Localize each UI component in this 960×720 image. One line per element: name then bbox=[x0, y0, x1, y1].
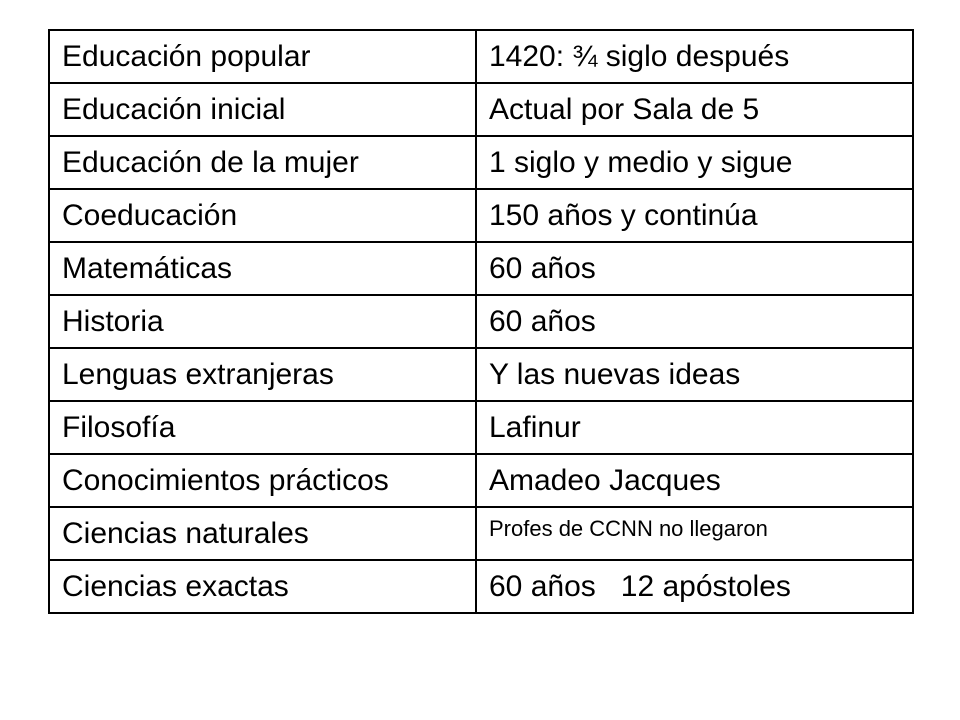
comment-cell: Amadeo Jacques bbox=[476, 454, 913, 507]
subject-cell: Ciencias naturales bbox=[49, 507, 476, 560]
subject-cell: Conocimientos prácticos bbox=[49, 454, 476, 507]
table-row bbox=[49, 560, 913, 613]
comment-cell: 60 años bbox=[476, 242, 913, 295]
subject-cell: Ciencias exactas bbox=[49, 560, 476, 613]
table-row bbox=[49, 295, 913, 348]
comment-cell: Profes de CCNN no llegaron bbox=[476, 507, 913, 560]
comment-cell: 1 siglo y medio y sigue bbox=[476, 136, 913, 189]
subject-cell: Educación popular bbox=[49, 30, 476, 83]
subject-cell: Lenguas extranjeras bbox=[49, 348, 476, 401]
subject-cell: Filosofía bbox=[49, 401, 476, 454]
table-row bbox=[49, 189, 913, 242]
comment-cell: Y las nuevas ideas bbox=[476, 348, 913, 401]
subject-cell: Educación inicial bbox=[49, 83, 476, 136]
subject-cell: Educación de la mujer bbox=[49, 136, 476, 189]
table-row bbox=[49, 454, 913, 507]
comment-cell: 150 años y continúa bbox=[476, 189, 913, 242]
comment-cell: 1420: ¾ siglo después bbox=[476, 30, 913, 83]
education-table bbox=[48, 29, 914, 614]
table-row bbox=[49, 30, 913, 83]
comment-cell: Actual por Sala de 5 bbox=[476, 83, 913, 136]
subject-cell: Historia bbox=[49, 295, 476, 348]
comment-cell: Lafinur bbox=[476, 401, 913, 454]
comment-cell: 60 años bbox=[476, 295, 913, 348]
table-row bbox=[49, 507, 913, 560]
subject-cell: Matemáticas bbox=[49, 242, 476, 295]
table-row bbox=[49, 348, 913, 401]
subject-cell: Coeducación bbox=[49, 189, 476, 242]
table-row bbox=[49, 401, 913, 454]
table-row bbox=[49, 83, 913, 136]
table-row bbox=[49, 242, 913, 295]
comment-cell: 60 años 12 apóstoles bbox=[476, 560, 913, 613]
table-row bbox=[49, 136, 913, 189]
